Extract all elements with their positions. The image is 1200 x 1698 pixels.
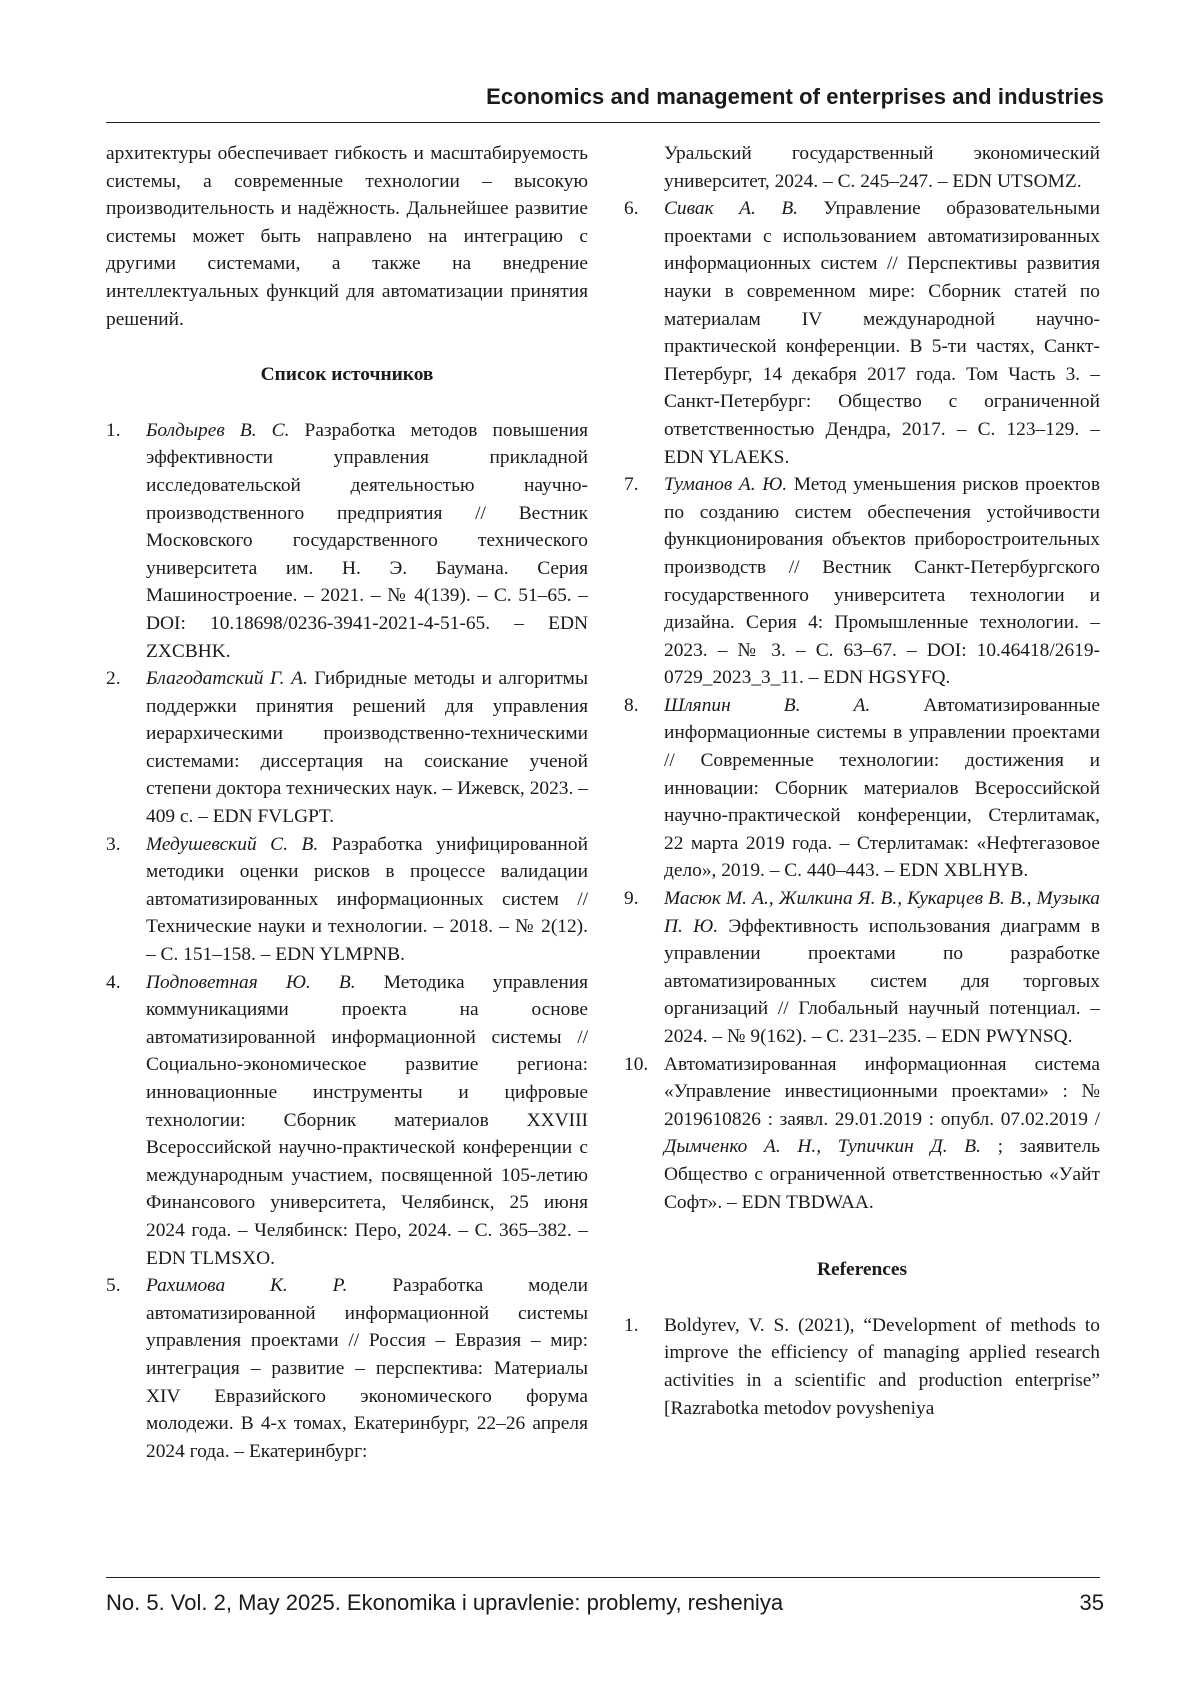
reference-author: Шляпин В. А. xyxy=(664,694,871,716)
reference-item xyxy=(624,471,1100,692)
reference-text xyxy=(664,692,1100,885)
reference-author: Сивак А. В. xyxy=(664,198,799,220)
reference-number: 1. xyxy=(106,419,121,441)
reference-item xyxy=(624,1051,1100,1217)
sources-heading: Список источников xyxy=(260,364,434,386)
reference-author: Туманов А. Ю. xyxy=(664,474,788,496)
intro-paragraph: архитектуры обеспечивает гибкость и масштабируемость системы, а современные технологии – высокую производительность и надёжность. Дальнейшее развитие системы может быть направлено на интеграцию с другими системами, а также на внедрение интеллектуальных функций для автоматизации принятия решений. xyxy=(106,143,588,330)
reference-author: Болдырев В. С. xyxy=(146,419,290,441)
reference-number: 5. xyxy=(106,1275,121,1297)
reference-item xyxy=(106,417,588,665)
reference-text xyxy=(664,1051,1100,1217)
reference-number: 1. xyxy=(624,1314,639,1336)
reference-body: Разработка унифицированной методики оценки рисков в процессе валидации автоматизированных информационных систем // Технические науки и технологии. – 2018. – № 2(12). – С. 151–158. – EDN YLMPNB. xyxy=(146,833,588,966)
reference-author: Масюк М. А., Жилкина Я. В., Кукарцев В. В., Музыка П. Ю. xyxy=(664,888,1100,937)
reference-item xyxy=(624,1312,1100,1422)
reference-text xyxy=(146,969,588,1273)
reference-item xyxy=(106,831,588,969)
reference-item xyxy=(624,692,1100,885)
reference-body: Разработка методов повышения эффективности управления прикладной исследовательской деятельностью научно-производственного предприятия // Вестник Московского государственного технического университета им. Н. Э. Баумана. Серия Машиностроение. – 2021. – № 4(139). – С. 51–65. – DOI: 10.18698/0236-3941-2021-4-51-65. – EDN ZXCBHK. xyxy=(146,419,589,662)
footer-rule xyxy=(106,1577,1100,1578)
header-rule xyxy=(106,122,1100,123)
reference-text xyxy=(664,885,1100,1051)
reference-number: 4. xyxy=(106,971,121,993)
reference-continuation: Уральский государственный экономический университет, 2024. – С. 245–247. – EDN UTSOMZ. xyxy=(664,143,1100,192)
references-heading: References xyxy=(816,1259,908,1281)
reference-number: 3. xyxy=(106,833,121,855)
reference-number: 6. xyxy=(624,198,639,220)
reference-text xyxy=(664,471,1100,692)
reference-number: 10. xyxy=(624,1053,649,1075)
reference-text xyxy=(664,195,1100,471)
reference-number: 7. xyxy=(624,474,639,496)
reference-text xyxy=(146,1272,588,1465)
reference-body: Разработка модели автоматизированной информационной системы управления проектами // Россия – Евразия – мир: интеграция – развитие – перспектива: Материалы XIV Евразийского экономического форума молодежи. В 4-х томах, Екатеринбург, 22–26 апреля 2024 года. – Екатеринбург: xyxy=(146,1275,589,1462)
reference-body: Гибридные методы и алгоритмы поддержки принятия решений для управления иерархическими производственно-техническими системами: диссертация на соискание ученой степени доктора технических наук. – Ижевск, 2023. – 409 с. – EDN FVLGPT. xyxy=(146,668,588,828)
reference-body: Эффективность использования диаграмм в управлении проектами по разработке автоматизированных систем для торговых организаций // Глобальный научный потенциал. – 2024. – № 9(162). – С. 231–235. – EDN PWYNSQ. xyxy=(664,915,1100,1047)
right-column xyxy=(624,140,1100,1422)
reference-body: Автоматизированные информационные системы в управлении проектами // Современные технологии: достижения и инновации: Сборник материалов Всероссийской научно-практической конференции, Стерлитамак, 22 марта 2019 года. – Стерлитамак: «Нефтегазовое дело», 2019. – С. 440–443. – EDN XBLHYB. xyxy=(664,694,1100,882)
reference-author: Медушевский С. В. xyxy=(146,833,319,855)
running-header: Economics and management of enterprises and industries xyxy=(486,84,1104,109)
reference-author: Дымченко А. Н., Тупичкин Д. В. xyxy=(664,1136,981,1158)
reference-text xyxy=(146,417,588,665)
reference-item xyxy=(106,665,588,831)
reference-body: Метод уменьшения рисков проектов по созданию систем обеспечения устойчивости функционирования объектов приборостроительных производств // Вестник Санкт-Петербургского государственного университета технологии и дизайна. Серия 4: Промышленные технологии. – 2023. – № 3. – С. 63–67. – DOI: 10.46418/2619-0729_2023_3_11. – EDN HGSYFQ. xyxy=(664,474,1100,689)
reference-body: ; заявитель Общество с ограниченной ответственностью «Уайт Софт». – EDN TBDWAA. xyxy=(664,1136,1100,1213)
reference-body: Автоматизированная информационная система «Управление инвестиционными проектами» : № 2019610826 : заявл. 29.01.2019 : опубл. 07.02.2019 / xyxy=(664,1053,1100,1130)
reference-text xyxy=(146,665,588,831)
reference-item xyxy=(106,969,588,1273)
page-number: 35 xyxy=(1079,1590,1104,1615)
reference-author: Рахимова К. Р. xyxy=(146,1275,348,1297)
footer-citation: No. 5. Vol. 2, May 2025. Ekonomika i upravlenie: problemy, resheniya xyxy=(106,1590,784,1615)
left-column xyxy=(106,140,588,1465)
reference-body: Методика управления коммуникациями проекта на основе автоматизированной информационной системы // Социально-экономическое развитие региона: инновационные инструменты и цифровые технологии: Сборник материалов XXVIII Всероссийской научно-практической конференции с международным участием, посвященной 105-летию Финансового университета, Челябинск, 25 июня 2024 года. – Челябинск: Перо, 2024. – С. 365–382. – EDN TLMSXO. xyxy=(146,971,588,1269)
reference-item xyxy=(624,885,1100,1051)
reference-item xyxy=(106,1272,588,1465)
page-footer xyxy=(106,1590,1104,1616)
reference-text: Boldyrev, V. S. (2021), “Development of methods to improve the efficiency of managing applied research activities in a scientific and production enterprise” [Razrabotka metodov povysheniya xyxy=(664,1314,1100,1419)
reference-item xyxy=(624,195,1100,471)
reference-number: 8. xyxy=(624,694,639,716)
reference-text xyxy=(146,831,588,969)
reference-number: 2. xyxy=(106,668,121,690)
reference-number: 9. xyxy=(624,888,639,910)
reference-author: Благодатский Г. А. xyxy=(146,668,308,690)
reference-body: Управление образовательными проектами с использованием автоматизированных информационных систем // Перспективы развития науки в современном мире: Сборник статей по материалам IV международной научно-практической конференции. В 5-ти частях, Санкт-Петербург, 14 декабря 2017 года. Том Часть 3. – Санкт-Петербург: Общество с ограниченной ответственностью Дендра, 2017. – С. 123–129. – EDN YLAEKS. xyxy=(664,198,1100,468)
reference-author: Подповетная Ю. В. xyxy=(146,971,356,993)
